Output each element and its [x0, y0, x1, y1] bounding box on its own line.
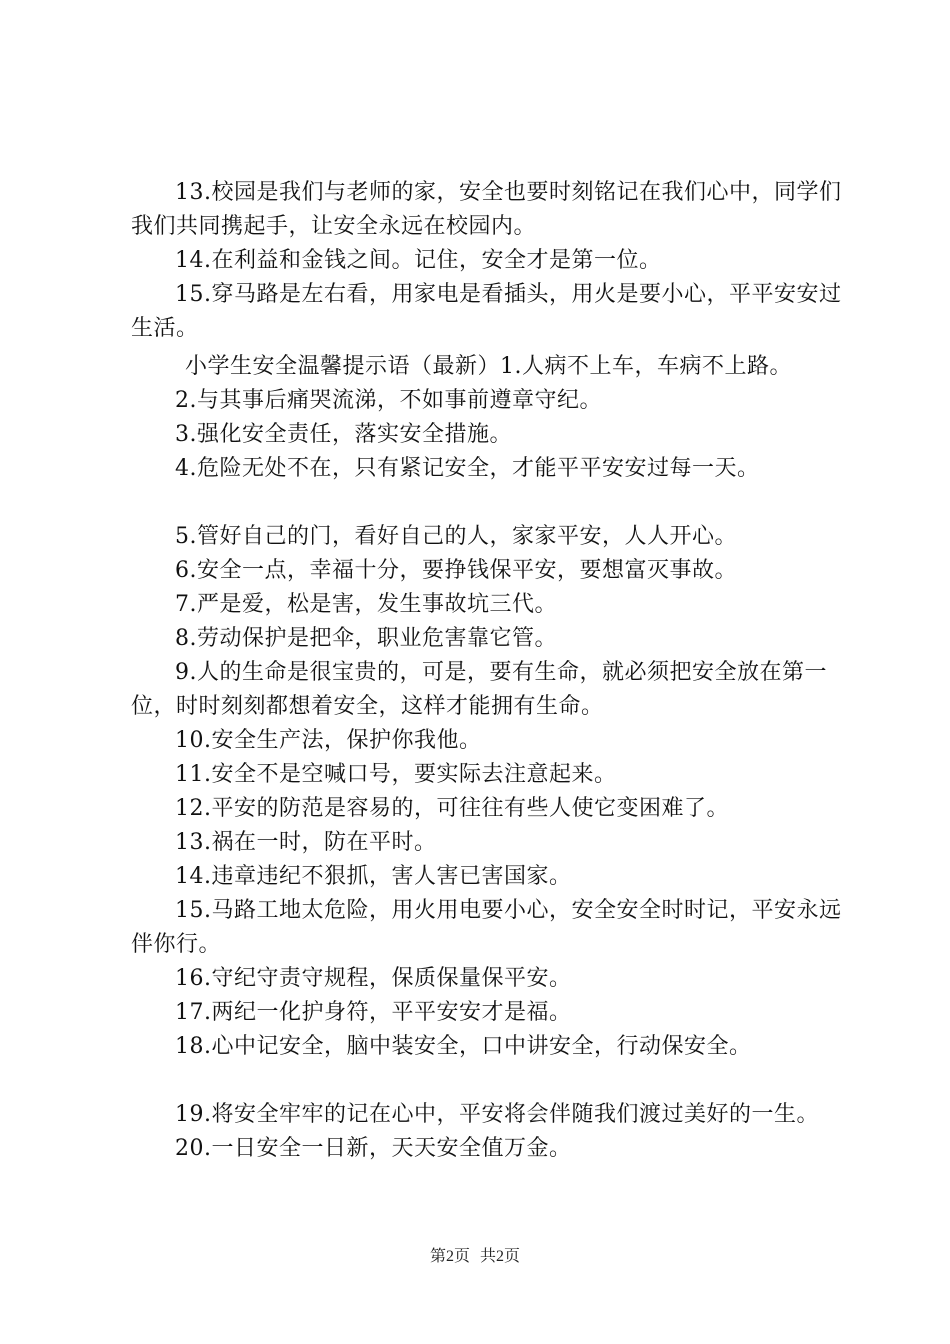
paragraph: 7.严是爱，松是害，发生事故坑三代。 — [175, 592, 557, 617]
paragraph: 20.一日安全一日新，天天安全值万金。 — [175, 1136, 572, 1161]
paragraph: 8.劳动保护是把伞，职业危害靠它管。 — [175, 626, 557, 651]
document-body — [131, 176, 843, 1166]
paragraph: 17.两纪一化护身符，平平安安才是福。 — [175, 1000, 572, 1025]
paragraph: 16.守纪守责守规程，保质保量保平安。 — [175, 966, 572, 991]
paragraph: 11.安全不是空喊口号，要实际去注意起来。 — [175, 762, 617, 787]
page-number: 第2页 — [429, 1248, 470, 1265]
paragraph: 13.校园是我们与老师的家，安全也要时刻铭记在我们心中，同学们我们共同携起手，让安全永远在校园内。 — [131, 180, 842, 239]
paragraph: 5.管好自己的门，看好自己的人，家家平安，人人开心。 — [175, 524, 737, 549]
paragraph: 14.违章违纪不狠抓，害人害已害国家。 — [175, 864, 572, 889]
paragraph: 3.强化安全责任，落实安全措施。 — [175, 422, 512, 447]
paragraph: 15.穿马路是左右看，用家电是看插头，用火是要小心，平平安安过生活。 — [131, 282, 842, 341]
paragraph: 4.危险无处不在，只有紧记安全，才能平平安安过每一天。 — [175, 456, 760, 481]
page-total: 共2页 — [480, 1248, 521, 1265]
paragraph: 12.平安的防范是容易的，可往往有些人使它变困难了。 — [175, 796, 729, 821]
paragraph: 18.心中记安全，脑中装安全，口中讲安全，行动保安全。 — [175, 1034, 752, 1059]
paragraph: 14.在利益和金钱之间。记住，安全才是第一位。 — [175, 248, 662, 273]
paragraph: 15.马路工地太危险，用火用电要小心，安全安全时时记，平安永远伴你行。 — [131, 898, 842, 957]
section-heading-paragraph: 小学生安全温馨提示语（最新）1.人病不上车，车病不上路。 — [185, 354, 792, 379]
paragraph: 9.人的生命是很宝贵的，可是，要有生命，就必须把安全放在第一位，时时刻刻都想着安全，这样才能拥有生命。 — [131, 660, 827, 719]
paragraph: 6.安全一点，幸福十分，要挣钱保平安，要想富灭事故。 — [175, 558, 737, 583]
paragraph: 19.将安全牢牢的记在心中，平安将会伴随我们渡过美好的一生。 — [175, 1102, 819, 1127]
page-footer — [0, 1243, 950, 1266]
paragraph: 10.安全生产法，保护你我他。 — [175, 728, 482, 753]
paragraph: 13.祸在一时，防在平时。 — [175, 830, 437, 855]
paragraph: 2.与其事后痛哭流涕，不如事前遵章守纪。 — [175, 388, 602, 413]
